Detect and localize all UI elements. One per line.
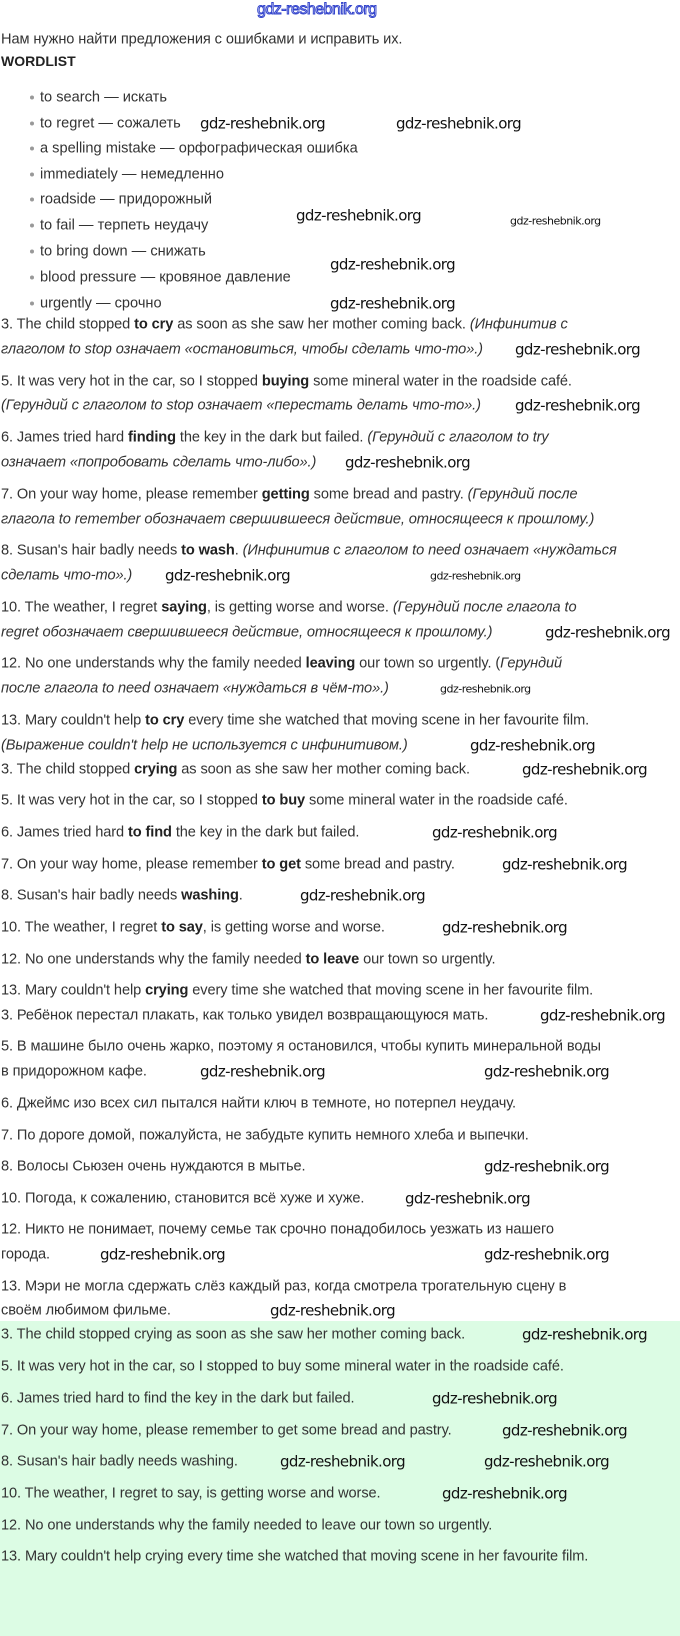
explanations-line <box>1 681 389 698</box>
explanation-text: (Герундий после <box>467 486 578 503</box>
explanations-line <box>1 455 316 472</box>
watermark: gdz-reshebnik.org <box>165 566 290 585</box>
wordlist-item-text: to bring down — снижать <box>40 243 206 260</box>
sentence-text: 3. The child stopped crying as soon as she saw her mother coming back. <box>1 1326 466 1343</box>
watermark: gdz-reshebnik.org <box>502 855 627 874</box>
highlighted-verb: buying <box>261 373 310 390</box>
wordlist-item-text: to search — искать <box>40 89 167 106</box>
sentence-text: в придорожном кафе. <box>1 1063 147 1080</box>
sentence-text: the key in the dark but failed. <box>175 429 368 446</box>
wordlist-item-text: to regret — сожалеть <box>40 115 181 132</box>
sentence-text: , is getting worse and worse. <box>202 919 385 936</box>
watermark: gdz-reshebnik.org <box>442 1484 567 1503</box>
sentence-text: some bread and pastry. <box>300 856 455 873</box>
highlighted-verb: leaving <box>305 655 356 672</box>
watermark: gdz-reshebnik.org <box>522 760 647 779</box>
corrected-plain-line <box>1 1423 452 1440</box>
bullet-icon <box>30 198 34 202</box>
sentence-text: 5. It was very hot in the car, so I stopped to buy some mineral water in the roadside café. <box>1 1358 564 1375</box>
sentence-text: as soon as she saw her mother coming back. <box>173 316 470 333</box>
explanations-line <box>1 512 594 529</box>
watermark: gdz-reshebnik.org <box>100 1245 225 1264</box>
corrected-bold-line <box>1 825 359 842</box>
watermark: gdz-reshebnik.org <box>405 1189 530 1208</box>
translations-line <box>1 1222 554 1239</box>
explanation-text: глагола to remember обозначает свершившееся действие, относящееся к прошлому.) <box>1 511 595 528</box>
sentence-text: 5. It was very hot in the car, so I stopped <box>1 792 262 809</box>
watermark: gdz-reshebnik.org <box>484 1245 609 1264</box>
explanation-text: (Выражение couldn't help не используется с инфинитивом.) <box>1 737 408 754</box>
translations-line <box>1 1128 529 1145</box>
watermark: gdz-reshebnik.org <box>270 1301 395 1320</box>
wordlist-item-text: immediately — немедленно <box>40 166 224 183</box>
sentence-text: 5. It was very hot in the car, so I stopped <box>1 373 262 390</box>
intro-text: Нам нужно найти предложения с ошибками и исправить их. <box>1 31 403 48</box>
corrected-plain-line <box>1 1391 354 1408</box>
wordlist-item <box>30 141 358 158</box>
explanation-text: после глагола to need означает «нуждаться в чём-то».) <box>1 680 389 697</box>
watermark: gdz-reshebnik.org <box>515 340 640 359</box>
watermark: gdz-reshebnik.org <box>200 1062 325 1081</box>
watermark: gdz-reshebnik.org <box>296 206 421 225</box>
wordlist-item-text: a spelling mistake — орфографическая ошибка <box>40 140 358 157</box>
sentence-text: 10. Погода, к сожалению, становится всё хуже и хуже. <box>1 1190 365 1207</box>
corrected-bold-line <box>1 920 385 937</box>
bullet-icon <box>30 276 34 280</box>
explanation-text: означает «попробовать сделать что-либо».) <box>1 454 317 471</box>
sentence-text: some mineral water in the roadside café. <box>309 373 572 390</box>
sentence-text: some bread and pastry. <box>309 486 468 503</box>
watermark: gdz-reshebnik.org <box>430 569 521 583</box>
corrected-bold-line <box>1 983 593 1000</box>
highlighted-verb: getting <box>261 486 310 503</box>
sentence-text: 6. Джеймс изо всех сил пытался найти ключ в темноте, но потерпел неудачу. <box>1 1095 516 1112</box>
explanation-text: (Герундий с глаголом to try <box>367 429 549 446</box>
explanations-line <box>1 487 578 504</box>
sentence-text: every time she watched that moving scene in her favourite film. <box>188 982 594 999</box>
sentence-text: 12. Никто не понимает, почему семье так срочно понадобилось уезжать из нашего <box>1 1221 554 1238</box>
sentence-text: 7. On your way home, please remember to get some bread and pastry. <box>1 1422 452 1439</box>
sentence-text: 13. Mary couldn't help <box>1 712 146 729</box>
sentence-text: 13. Mary couldn't help crying every time she watched that moving scene in her favourite film. <box>1 1548 589 1565</box>
highlighted-verb: to leave <box>305 951 360 968</box>
corrected-bold-line <box>1 888 243 905</box>
highlighted-verb: to find <box>127 824 172 841</box>
sentence-text: 10. The weather, I regret to say, is getting worse and worse. <box>1 1485 381 1502</box>
sentence-text: 10. The weather, I regret <box>1 599 162 616</box>
highlighted-verb: to wash <box>181 542 235 559</box>
watermark: gdz-reshebnik.org <box>484 1062 609 1081</box>
wordlist-item-text: blood pressure — кровяное давление <box>40 269 291 286</box>
corrected-plain-line <box>1 1454 238 1471</box>
wordlist-item <box>30 90 167 107</box>
sentence-text: as soon as she saw her mother coming back. <box>177 761 470 778</box>
explanations-line <box>1 656 562 673</box>
wordlist-item <box>30 218 208 235</box>
highlighted-verb: finding <box>127 429 176 446</box>
watermark: gdz-reshebnik.org <box>522 1325 647 1344</box>
watermark-top: gdz-reshebnik.org <box>257 1 377 18</box>
bullet-icon <box>30 302 34 306</box>
translations-line <box>1 1008 488 1025</box>
watermark: gdz-reshebnik.org <box>330 255 455 274</box>
wordlist-item <box>30 270 291 287</box>
sentence-text: 8. Susan's hair badly needs washing. <box>1 1453 238 1470</box>
bullet-icon <box>30 173 34 177</box>
watermark: gdz-reshebnik.org <box>515 396 640 415</box>
sentence-text: города. <box>1 1246 51 1263</box>
watermark: gdz-reshebnik.org <box>330 294 455 313</box>
corrected-plain-line <box>1 1486 381 1503</box>
sentence-text: 8. Susan's hair badly needs <box>1 887 182 904</box>
watermark: gdz-reshebnik.org <box>470 736 595 755</box>
explanation-text: глаголом to stop означает «остановиться, чтобы сделать что-то».) <box>1 341 483 358</box>
sentence-text: своём любимом фильме. <box>1 1302 171 1319</box>
sentence-text: . <box>234 542 243 559</box>
highlighted-verb: crying <box>145 982 189 999</box>
explanations-line <box>1 342 483 359</box>
translations-line <box>1 1279 566 1296</box>
explanations-line <box>1 568 132 585</box>
translations-line <box>1 1159 305 1176</box>
watermark: gdz-reshebnik.org <box>396 114 521 133</box>
watermark: gdz-reshebnik.org <box>540 1006 665 1025</box>
watermark: gdz-reshebnik.org <box>442 918 567 937</box>
highlighted-verb: washing <box>181 887 239 904</box>
wordlist-item <box>30 192 212 209</box>
explanations-line <box>1 625 492 642</box>
explanations-line <box>1 374 572 391</box>
corrected-bold-line <box>1 762 470 779</box>
explanations-line <box>1 713 589 730</box>
sentence-text: 10. The weather, I regret <box>1 919 162 936</box>
watermark: gdz-reshebnik.org <box>502 1421 627 1440</box>
watermark: gdz-reshebnik.org <box>432 1389 557 1408</box>
wordlist-item-text: to fail — терпеть неудачу <box>40 217 209 234</box>
explanation-text: regret обозначает свершившееся действие, относящееся к прошлому.) <box>1 624 493 641</box>
sentence-text: 13. Mary couldn't help <box>1 982 146 999</box>
watermark: gdz-reshebnik.org <box>432 823 557 842</box>
wordlist-item-text: roadside — придорожный <box>40 191 213 208</box>
wordlist-item <box>30 244 206 261</box>
corrected-plain-line <box>1 1327 465 1344</box>
translations-line <box>1 1039 601 1056</box>
watermark: gdz-reshebnik.org <box>280 1452 405 1471</box>
sentence-text: 13. Мэри не могла сдержать слёз каждый раз, когда смотрела трогательную сцену в <box>1 1278 567 1295</box>
watermark: gdz-reshebnik.org <box>484 1157 609 1176</box>
sentence-text: , is getting worse and worse. <box>206 599 393 616</box>
translations-line <box>1 1247 50 1264</box>
bullet-icon <box>30 147 34 151</box>
sentence-text: 6. James tried hard to find the key in the dark but failed. <box>1 1390 355 1407</box>
sentence-text: some mineral water in the roadside café. <box>305 792 568 809</box>
explanation-text: сделать что-то».) <box>1 567 133 584</box>
sentence-text: 5. В машине было очень жарко, поэтому я остановился, чтобы купить минеральной воды <box>1 1038 601 1055</box>
corrected-bold-line <box>1 952 495 969</box>
explanation-text: (Герундий после глагола to <box>392 599 577 616</box>
bullet-icon <box>30 250 34 254</box>
sentence-text: 7. On your way home, please remember <box>1 486 262 503</box>
bullet-icon <box>30 224 34 228</box>
sentence-text: every time she watched that moving scene in her favourite film. <box>184 712 590 729</box>
corrected-bold-line <box>1 857 455 874</box>
explanations-line <box>1 600 576 617</box>
corrected-bold-line <box>1 793 568 810</box>
watermark: gdz-reshebnik.org <box>300 886 425 905</box>
explanations-line <box>1 317 568 334</box>
sentence-text: 8. Susan's hair badly needs <box>1 542 182 559</box>
wordlist-title: WORDLIST <box>1 53 76 69</box>
explanations-line <box>1 543 617 560</box>
sentence-text: 7. По дороге домой, пожалуйста, не забудьте купить немного хлеба и выпечки. <box>1 1127 529 1144</box>
highlighted-verb: saying <box>161 599 207 616</box>
wordlist-item <box>30 296 162 313</box>
translations-line <box>1 1096 516 1113</box>
watermark: gdz-reshebnik.org <box>510 214 601 228</box>
explanation-text: (Герундий с глаголом to stop означает «перестать делать что-то».) <box>1 397 481 414</box>
highlighted-verb: to buy <box>261 792 306 809</box>
sentence-text: 6. James tried hard <box>1 824 128 841</box>
sentence-text: 3. The child stopped <box>1 316 135 333</box>
translations-line <box>1 1303 171 1320</box>
explanations-line <box>1 398 481 415</box>
highlighted-verb: to say <box>161 919 203 936</box>
watermark: gdz-reshebnik.org <box>440 682 531 696</box>
wordlist-item <box>30 167 224 184</box>
watermark: gdz-reshebnik.org <box>200 114 325 133</box>
sentence-text: 12. No one understands why the family needed <box>1 655 306 672</box>
sentence-text: the key in the dark but failed. <box>171 824 360 841</box>
watermark: gdz-reshebnik.org <box>545 623 670 642</box>
explanations-line <box>1 738 408 755</box>
corrected-plain-line <box>1 1359 564 1376</box>
watermark: gdz-reshebnik.org <box>484 1452 609 1471</box>
highlighted-verb: to cry <box>145 712 185 729</box>
sentence-text: our town so urgently. ( <box>355 655 501 672</box>
bullet-icon <box>30 122 34 126</box>
sentence-text: . <box>238 887 243 904</box>
sentence-text: 12. No one understands why the family needed to leave our town so urgently. <box>1 1517 493 1534</box>
corrected-plain-line <box>1 1549 588 1566</box>
sentence-text: 3. Ребёнок перестал плакать, как только увидел возвращающуюся мать. <box>1 1007 489 1024</box>
wordlist-item <box>30 116 181 133</box>
wordlist-item-text: urgently — срочно <box>40 295 162 312</box>
sentence-text: our town so urgently. <box>359 951 496 968</box>
translations-line <box>1 1191 364 1208</box>
explanation-text: (Инфинитив с <box>469 316 568 333</box>
sentence-text: 7. On your way home, please remember <box>1 856 262 873</box>
translations-line <box>1 1064 147 1081</box>
highlighted-verb: crying <box>134 761 178 778</box>
corrected-plain-line <box>1 1518 492 1535</box>
highlighted-verb: to get <box>261 856 301 873</box>
sentence-text: 3. The child stopped <box>1 761 135 778</box>
explanation-text: (Инфинитив с глаголом to need означает «нуждаться <box>242 542 617 559</box>
highlighted-verb: to cry <box>134 316 174 333</box>
explanation-text: Герундий <box>500 655 563 672</box>
watermark: gdz-reshebnik.org <box>345 453 470 472</box>
explanations-line <box>1 430 549 447</box>
sentence-text: 12. No one understands why the family needed <box>1 951 306 968</box>
sentence-text: 8. Волосы Сьюзен очень нуждаются в мытье. <box>1 1158 306 1175</box>
bullet-icon <box>30 96 34 100</box>
sentence-text: 6. James tried hard <box>1 429 128 446</box>
